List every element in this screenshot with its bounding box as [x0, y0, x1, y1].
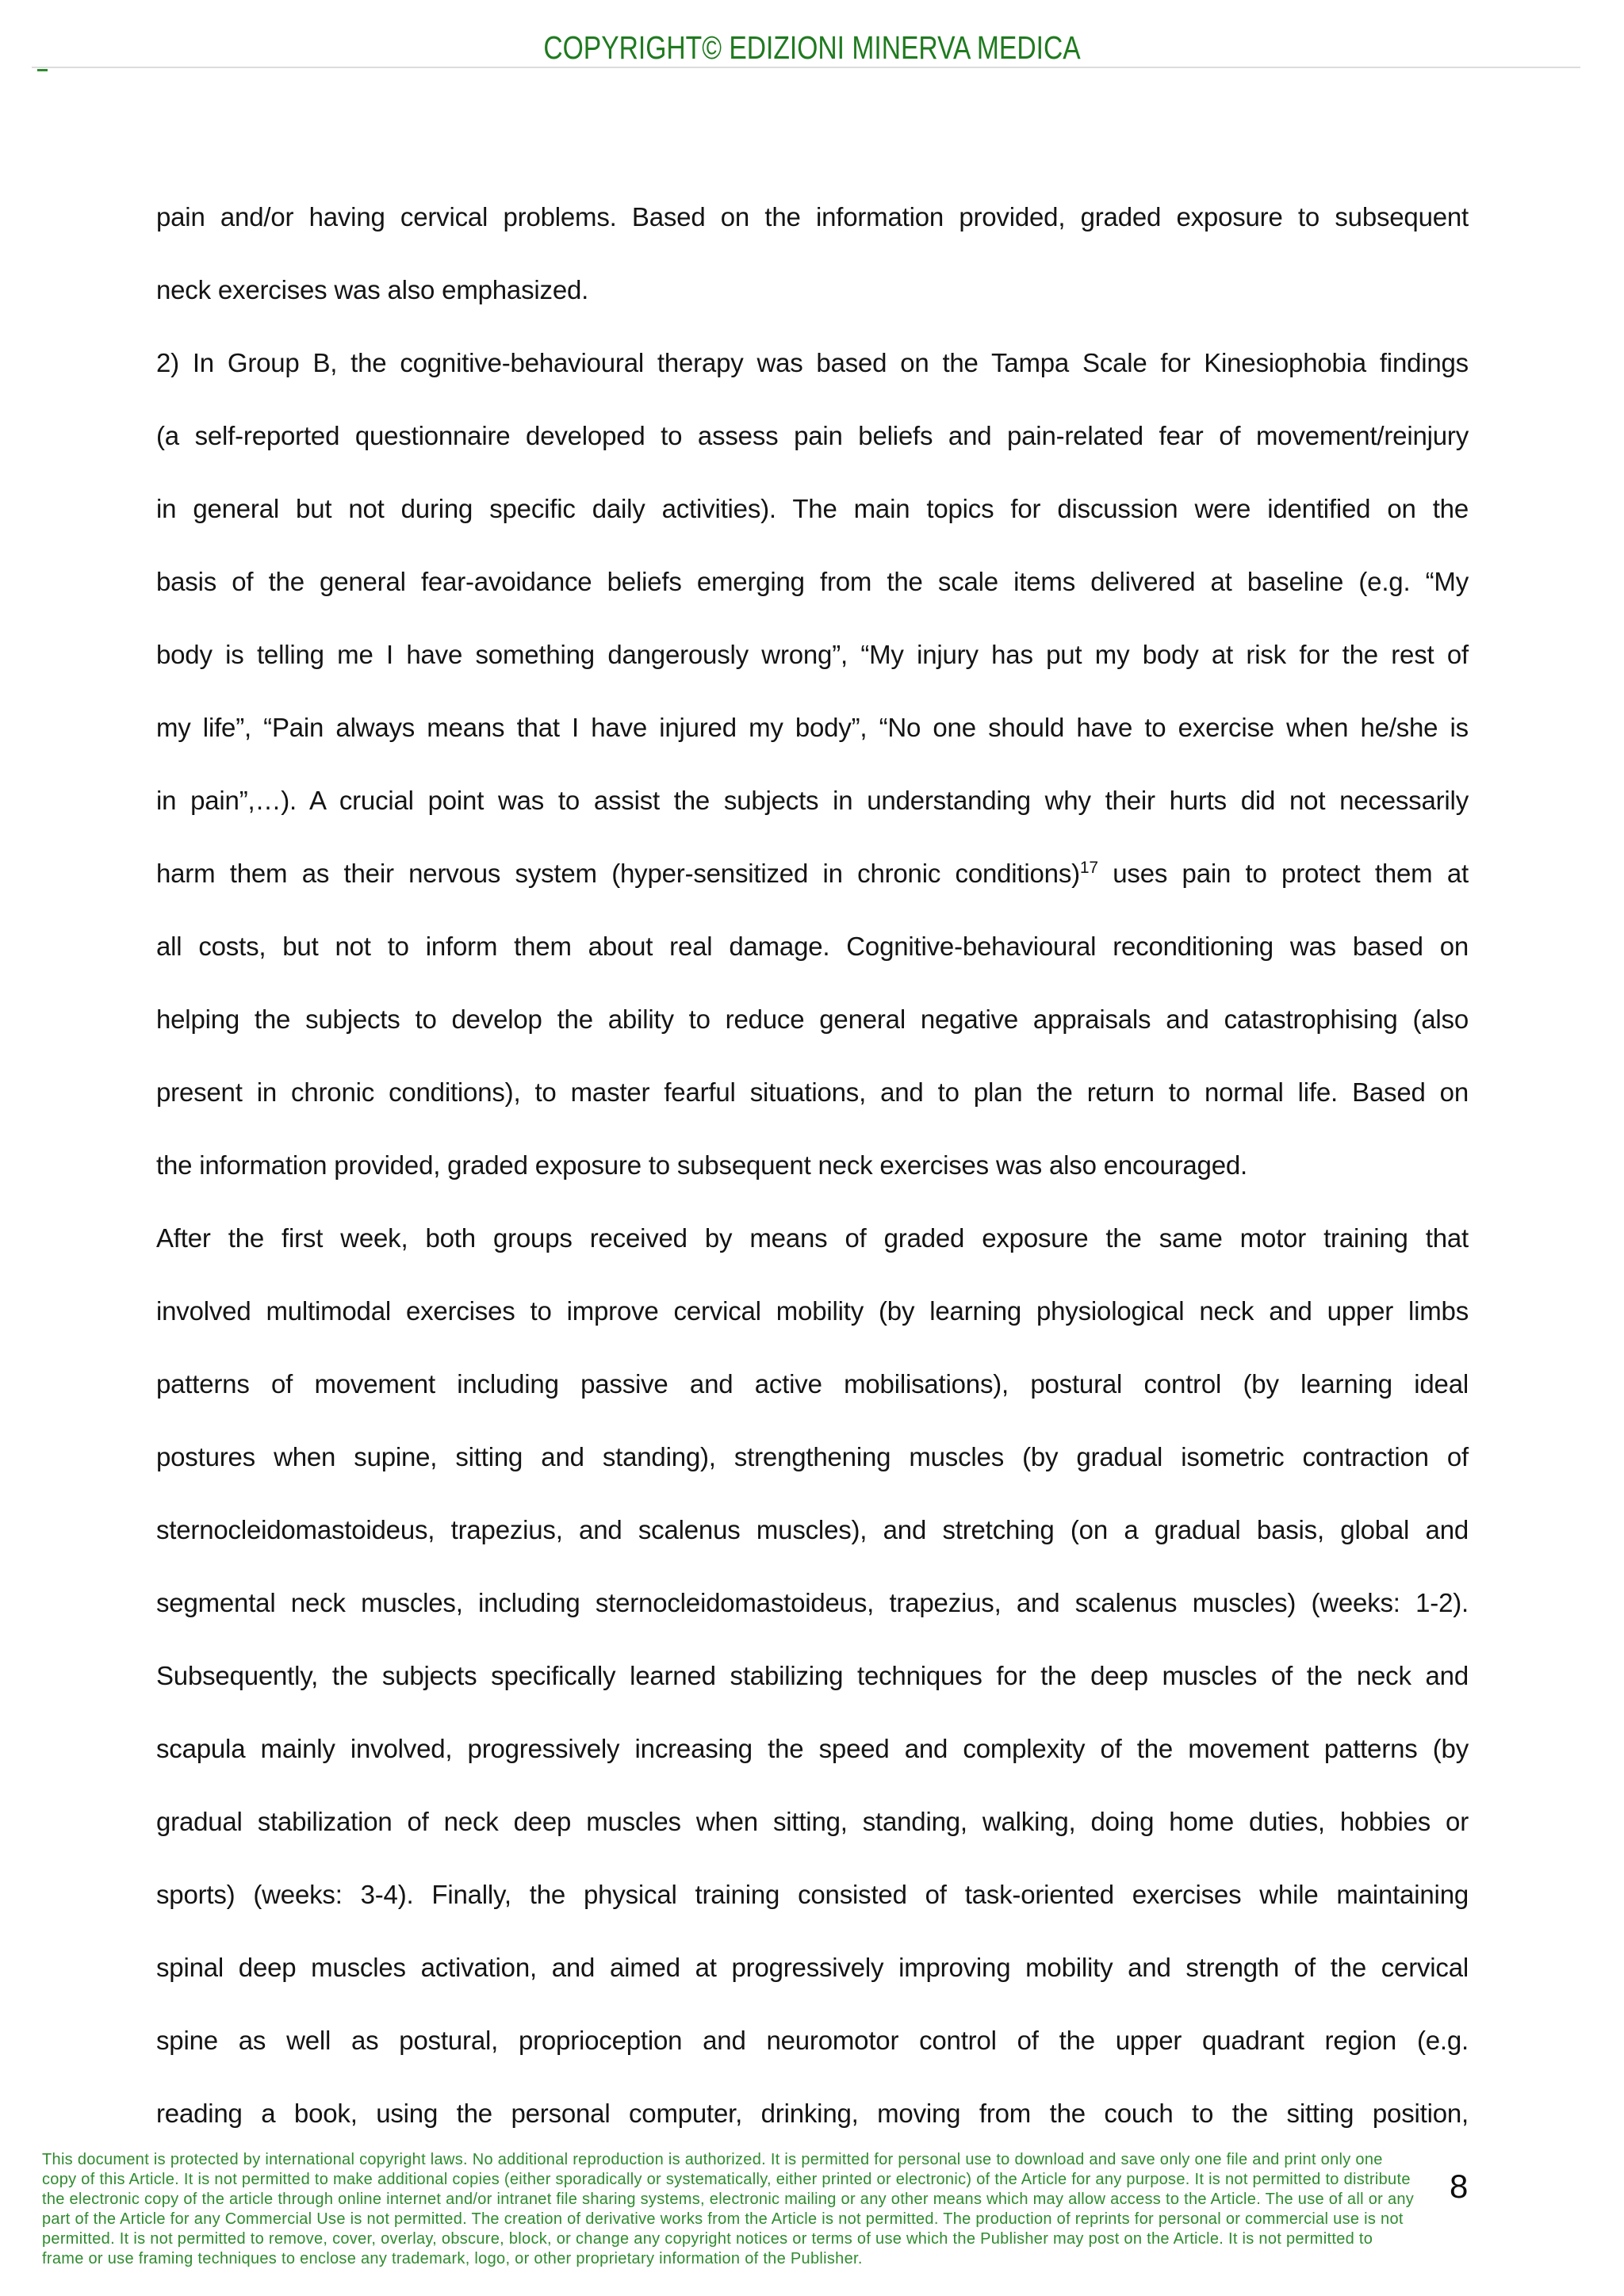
copyright-header: [0, 30, 1624, 65]
body-line: spinal deep muscles activation, and aimed at progressively improving mobility and strength of the cervical: [156, 1953, 1469, 1982]
body-line: [156, 837, 1469, 910]
page-edge-dash: [37, 69, 48, 71]
body-line: in pain”,…). A crucial point was to assist the subjects in understanding why their hurts did not necessarily: [156, 786, 1469, 815]
copyright-footer: [42, 2150, 1584, 2269]
body-line: in general but not during specific daily activities). The main topics for discussion were identified on the: [156, 494, 1469, 523]
body-line: neck exercises was also emphasized.: [156, 275, 589, 304]
body-line-text: harm them as their nervous system (hyper-sensitized in chronic conditions): [156, 859, 1080, 888]
body-line: the information provided, graded exposure to subsequent neck exercises was also encouraged.: [156, 1150, 1247, 1180]
body-line: scapula mainly involved, progressively increasing the speed and complexity of the movement patterns (by: [156, 1734, 1469, 1763]
body-line: helping the subjects to develop the ability to reduce general negative appraisals and catastrophising (also: [156, 1004, 1469, 1034]
body-line: pain and/or having cervical problems. Based on the information provided, graded exposure to subsequent: [156, 202, 1469, 232]
body-line: sternocleidomastoideus, trapezius, and scalenus muscles), and stretching (on a gradual basis, global and: [156, 1515, 1469, 1544]
footer-line: permitted. It is not permitted to remove, cover, overlay, obscure, block, or change any copyright notices or terms of use which the Publisher may post on the Article. It is not permitted to: [42, 2230, 1373, 2248]
body-line: reading a book, using the personal computer, drinking, moving from the couch to the sitting position,: [156, 2099, 1469, 2128]
page-number: 8: [1450, 2168, 1469, 2205]
body-line: (a self-reported questionnaire developed to assess pain beliefs and pain-related fear of movement/reinjury: [156, 421, 1469, 450]
footer-line: part of the Article for any Commercial Use is not permitted. The creation of derivative works from the Article is not permitted. The production of reprints for personal or commercial use is not: [42, 2210, 1404, 2228]
footer-line: frame or use framing techniques to enclose any trademark, logo, or other proprietary information of the Publisher.: [42, 2250, 863, 2267]
body-line: 2) In Group B, the cognitive-behavioural therapy was based on the Tampa Scale for Kinesiophobia findings: [156, 348, 1469, 377]
footer-line: This document is protected by international copyright laws. No additional reproduction is authorized. It is permitted for personal use to download and save only one file and print only one: [42, 2151, 1383, 2168]
body-line: sports) (weeks: 3-4). Finally, the physical training consisted of task-oriented exercises while maintaining: [156, 1880, 1469, 1909]
body-line: all costs, but not to inform them about real damage. Cognitive-behavioural reconditioning was based on: [156, 932, 1469, 961]
body-line: spine as well as postural, proprioception and neuromotor control of the upper quadrant region (e.g.: [156, 2026, 1469, 2055]
body-line: my life”, “Pain always means that I have injured my body”, “No one should have to exercise when he/she is: [156, 713, 1469, 742]
body-line: patterns of movement including passive and active mobilisations), postural control (by learning ideal: [156, 1369, 1469, 1399]
header-divider-line: [32, 67, 1580, 68]
body-line: After the first week, both groups received by means of graded exposure the same motor training that: [156, 1223, 1469, 1253]
body-line: body is telling me I have something dangerously wrong”, “My injury has put my body at risk for the rest of: [156, 640, 1469, 669]
body-line: gradual stabilization of neck deep muscles when sitting, standing, walking, doing home duties, hobbies or: [156, 1807, 1469, 1836]
superscript-reference: 17: [1079, 859, 1098, 877]
copyright-header-text: COPYRIGHT© EDIZIONI MINERVA MEDICA: [543, 29, 1081, 66]
body-line: segmental neck muscles, including sternocleidomastoideus, trapezius, and scalenus muscles) (weeks: 1-2).: [156, 1588, 1469, 1617]
footer-line: the electronic copy of the article through online internet and/or intranet file sharing systems, electronic mailing or any other means which may allow access to the Article. The use of all or any: [42, 2191, 1415, 2208]
body-line: present in chronic conditions), to master fearful situations, and to plan the return to normal life. Based on: [156, 1077, 1469, 1107]
body-line: Subsequently, the subjects specifically learned stabilizing techniques for the deep muscles of the neck and: [156, 1661, 1469, 1690]
body-line: involved multimodal exercises to improve cervical mobility (by learning physiological neck and upper limbs: [156, 1296, 1469, 1326]
body-line: postures when supine, sitting and standing), strengthening muscles (by gradual isometric contraction of: [156, 1442, 1469, 1471]
footer-line: copy of this Article. It is not permitted to make additional copies (either sporadically or systematically, either printed or electronic) of the Article for any purpose. It is not permitted to distribute: [42, 2171, 1411, 2188]
body-line-text: uses pain to protect them at: [1097, 859, 1469, 888]
body-text: [156, 181, 1469, 2150]
body-line: basis of the general fear-avoidance beliefs emerging from the scale items delivered at baseline (e.g. “My: [156, 567, 1469, 596]
